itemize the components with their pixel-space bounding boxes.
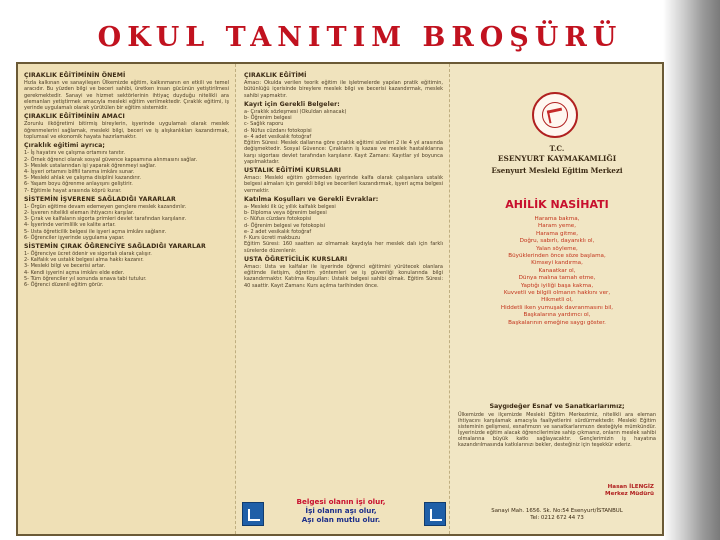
list-item: f- Kurs ücreti makbuzu [244,235,301,241]
list-item: c- Nüfus cüzdanı fotokopisi [244,216,312,223]
poem-line: Başkalarına yardımcı ol, [523,312,591,319]
address-body [458,412,656,449]
slogan-banner [236,492,450,528]
country-label: T.C. [549,144,565,153]
address-text: Ülkemizde ve ilçemizde Mesleki Eğitim Merkezimiz, nitelikli ara eleman ihtiyacını karşılamak amacıyla faaliyetlerini sürdürmektedir. Mesleki Eğitim sisteminin gelişmesi, esnafımızın ve sanatkarlarımızın desteğiyle mümkündür. İşyerinizde eğitim alacak öğrencilerimize sahip çıkmanız, onların meslek sahibi olmalarına büyük katkı sağlayacaktır. Gençlerimizin iş hayatına kazandırılmasında katkılarınızı bekler, desteğiniz için teşekkür ederiz. [458,412,656,449]
list-item: a- Mesleki ilk üç yıllık kalfalık belgesi [244,203,336,210]
list [24,251,229,288]
poem-line: Harama bakma, [534,216,580,222]
governorship-label: ESENYURT KAYMAKAMLIĞI [497,154,617,163]
list-item: 4- İşyeri ortamını bilfiil tanıma imkânı sunar. [24,168,135,175]
poem-line: Dünya malına tamah etme, [518,275,596,282]
slogan [266,497,416,524]
list-item: e- 4 adet vesikalık fotoğraf [244,133,312,140]
signature-name: Hasan İLENGİZ [607,484,654,490]
poem-line: Kanaatkar ol, [538,267,576,274]
list-item: 4- Kendi işyerini açma imkânı elde eder. [24,269,125,276]
section-text: Amacı: Usta ve kalfalar ile işyerinde öğrenci eğitimini yürütecek olanlara eğitimde iletişim, öğretim yöntemleri ve iş güvenliği konularında bilgi kazandırmaktır. Katılma Koşulları: Ustalık belgesi sahibi olmak. Eğitim Süresi: 40 saattir. Kayıt Zamanı: Kurs açılma tarihinden önce. [244,263,443,289]
list-item: 6- Yaşam boyu öğrenme anlayışını geliştirir. [24,181,133,188]
list-item: d- Nüfus cüzdanı fotokopisi [244,127,312,134]
slogan-line: Belgesi olanın işi olur, [296,497,386,506]
list-item: a- Çıraklık sözleşmesi (Okuldan alınacak) [244,108,347,115]
address-line: Sanayi Mah. 1656. Sk. No:54 Esenyurt/İSTANBUL [491,508,623,514]
brochure-column-left [18,64,236,534]
section-heading: USTALIK EĞİTİMİ KURSLARI [244,167,342,175]
list-item: c- Sağlık raporu [244,121,284,128]
section-subheading: Katılma Koşulları ve Gerekli Evraklar: [244,195,379,203]
institution-label: Esenyurt Mesleki Eğitim Merkezi [491,166,623,175]
poem-line: Yaptığı iyiliği başa kakma, [520,282,594,289]
growth-chart-icon [242,502,264,526]
section-text: Amacı: Mesleki eğitim görmeden işyerinde kalfa olarak çalışanlara ustalık belgesi almaları için gerekli bilgi ve becerileri kazandırmak, işyeri açma belgesi vermektir. [244,175,443,194]
poem-line: Kuvvetli ve bilgili olmanın hakkını ver, [503,290,611,297]
list-item: 3- Meslek ustalarından işi yaparak öğrenmeyi sağlar. [24,162,157,169]
signature-title: Merkez Müdürü [605,491,654,497]
signature-block [605,484,654,498]
poem-line: Hiddetli iken yumuşak davranmasını bil, [500,304,614,311]
list-item: 5- Usta öğreticilik belgesi ile işyeri açma imkânı sağlanır. [24,228,167,235]
list-item: 6- Öğrenci düzenli eğitim görür. [24,282,104,289]
list-item: 2- Kalfalık ve ustalık belgesi alma hakkı kazanır. [24,257,144,264]
poem-line: Başkalarının emeğine saygı göster. [508,319,606,326]
list-item: 2- Örnek öğrenci olarak sosyal güvence kapsamına alınmasını sağlar. [24,156,198,163]
list [24,150,229,193]
slogan-line: İşi olanın aşı olur, [305,506,377,515]
list-item: 5- Mesleki ahlak ve çalışma disiplini kazandırır. [24,175,142,182]
emblem-inner [542,102,568,128]
list-item: 3- Çırak ve kalfaların sigorta primleri devlet tarafından karşılanır. [24,216,187,223]
section-text: Eğitim Süresi: Meslek dallarına göre çıraklık eğitimi süreleri 2 ile 4 yıl arasında değişmektedir. Sosyal Güvence: Çırakların iş kazası ve meslek hastalıklarına karşı sigortası devlet tarafından karşılanır. Kayıt Zamanı: Kayıtlar yıl boyunca yapılmaktadır. [244,139,443,165]
list [24,204,229,241]
phone-line: Tel: 0212 672 44 73 [530,515,584,521]
section-heading: ÇIRAKLIK EĞİTİMİ [244,72,307,79]
section-heading: Çıraklık eğitimi ayrıca; [24,142,105,150]
brochure [16,62,664,536]
list-item: 6- Öğrenciler işyerinde uygulama yapar. [24,234,125,241]
ahilik-title: AHİLİK NASİHATI [505,198,609,211]
section-heading: SİSTEMİN ÇIRAK ÖĞRENCİYE SAĞLADIĞI YARARLAR [24,243,206,251]
poem-line: Yalan söyleme, [536,245,578,252]
page-title: OKUL TANITIM BROŞÜRÜ [97,22,623,53]
list [244,204,443,241]
slide-edge-shadow [663,0,720,540]
section-text: Eğitim Süresi: 160 saatten az olmamak kaydıyla her meslek dalı için farklı sürelerde düzenlenir. [244,241,443,254]
brochure-column-right [450,64,664,534]
growth-chart-icon [424,502,446,526]
section-heading: SİSTEMİN İŞVERENE SAĞLADIĞI YARARLAR [24,195,176,203]
poem-line: Kimseyi kandırma, [531,260,583,267]
list-item: b- Diploma veya öğrenim belgesi [244,210,327,217]
section-subheading: Kayıt için Gerekli Belgeler: [244,100,340,108]
brochure-column-middle [236,64,450,534]
list-item: 3- Mesleki bilgi ve becerisi artar. [24,263,106,270]
list-item: 1- Örgün eğitime devam edemeyen gençlere meslek kazandırılır. [24,203,187,210]
section-text: Amacı: Okulda verilen teorik eğitim ile işletmelerde yapılan pratik eğitimin, bütünlüğü içerisinde bireylere meslek bilgi ve becerisi kazandırmak, meslek sahibi yapmaktır. [244,80,443,99]
list-item: 1- İş hayatını ve çalışma ortamını tanıtır. [24,150,126,157]
list-item: 5- Tüm öğrenciler yıl sonunda sınava tabi tutulur. [24,275,147,282]
poem-line: Haram yeme, [537,223,576,230]
list-item: b- Öğrenim belgesi [244,115,292,122]
section-text: Zorunlu ilköğretimi bitirmiş bireylerin, işyerinde uygulamalı olarak meslek öğrenmelerini sağlamak, mesleki bilgi, beceri ve iş alışkanlıkları kazandırmak, toplumsal ve ekonomik hayata hazırlamaktır. [24,121,229,141]
contact-info [450,508,664,522]
emblem-icon [532,92,578,138]
ahilik-poem [450,216,664,327]
list-item: 7- Eğitimle hayat arasında köprü kurar. [24,187,122,194]
section-heading: USTA ÖĞRETİCİLİK KURSLARI [244,255,348,263]
poem-line: Harama gitme, [536,230,578,237]
list-item: 1- Öğrenciye ücret ödenir ve sigortalı olarak çalışır. [24,251,152,258]
section-heading: ÇIRAKLIK EĞİTİMİNİN AMACI [24,113,125,121]
poem-line: Doğru, sabırlı, dayanıklı ol, [519,238,595,245]
list-item: e- 2 adet vesikalık fotoğraf [244,228,312,235]
list [244,109,443,140]
address-heading: Saygıdeğer Esnaf ve Sanatkarlarımız; [489,402,625,410]
slogan-line: Aşı olan mutlu olur. [301,515,381,524]
section-heading: ÇIRAKLIK EĞİTİMİNİN ÖNEMİ [24,72,126,79]
section-text: Hızla kalkınan ve sanayileşen Ülkemizde eğitim, kalkınmanın en etkili ve temel aracıdır. Bu yüzden bilgi ve beceri sahibi, üretken insan gücünün yetiştirilmesi gerekmektedir. Sanayi ve hizmet sektörlerinin ihtiyaç duyduğu nitelikli ara elemanları yetiştirmek amacıyla mesleki eğitim verilmektedir. Çıraklık eğitimi, iş yerinde uygulamalı olarak yürütülen bir eğitim sistemidir. [24,80,229,112]
list-item: 4- İşyerinde verimlilik ve kalite artar. [24,222,116,229]
list-item: 2- İşveren nitelikli eleman ihtiyacını karşılar. [24,210,135,216]
poem-line: Büyüklerinden önce söze başlama, [508,253,606,260]
poem-line: Hikmetli ol, [541,297,573,304]
list-item: d- Öğrenim belgesi ve fotokopisi [244,222,325,229]
